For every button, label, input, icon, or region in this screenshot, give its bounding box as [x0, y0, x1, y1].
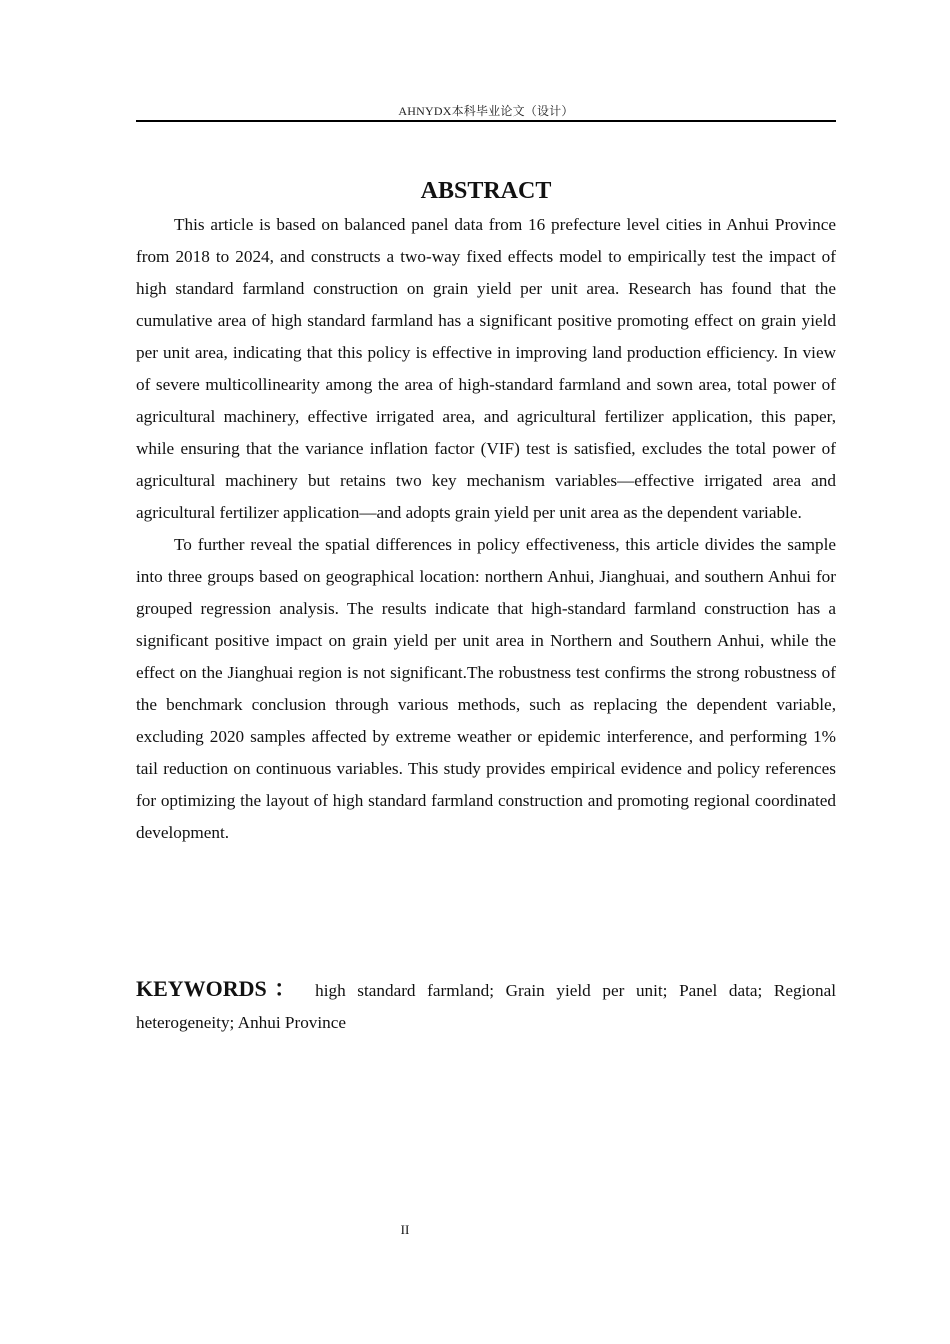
keywords-block	[136, 973, 836, 1039]
keywords-label: KEYWORDS：	[136, 976, 304, 1001]
abstract-paragraph-2: To further reveal the spatial differences in policy effectiveness, this article divides the sample into three groups based on geographical location: northern Anhui, Jianghuai, and southern Anhui for grouped regression analysis. The results indicate that high-standard farmland construction has a significant positive impact on grain yield per unit area in Northern and Southern Anhui, while the effect on the Jianghuai region is not significant.The robustness test confirms the strong robustness of the benchmark conclusion through various methods, such as replacing the dependent variable, excluding 2020 samples affected by extreme weather or epidemic interference, and performing 1% tail reduction on continuous variables. This study provides empirical evidence and policy references for optimizing the layout of high standard farmland construction and promoting regional coordinated development.	[136, 535, 836, 842]
abstract-body	[136, 209, 836, 849]
abstract-title: ABSTRACT	[420, 178, 552, 204]
abstract-paragraph-1: This article is based on balanced panel data from 16 prefecture level cities in Anhui Province from 2018 to 2024, and constructs a two-way fixed effects model to empirically test the impact of high standard farmland construction on grain yield per unit area. Research has found that the cumulative area of high standard farmland has a significant positive promoting effect on grain yield per unit area, indicating that this policy is effective in improving land production efficiency. In view of severe multicollinearity among the area of high-standard farmland and sown area, total power of agricultural machinery, effective irrigated area, and agricultural fertilizer application, this paper, while ensuring that the variance inflation factor (VIF) test is satisfied, excludes the total power of agricultural machinery but retains two key mechanism variables—effective irrigated area and agricultural fertilizer application—and adopts grain yield per unit area as the dependent variable.	[136, 215, 836, 522]
header-divider	[136, 120, 836, 122]
page-number: II	[400, 1222, 410, 1237]
keywords-text: high standard farmland; Grain yield per unit; Panel data; Regional heterogeneity; Anhui Province	[136, 981, 836, 1032]
running-header: AHNYDX本科毕业论文（设计）	[398, 104, 574, 118]
